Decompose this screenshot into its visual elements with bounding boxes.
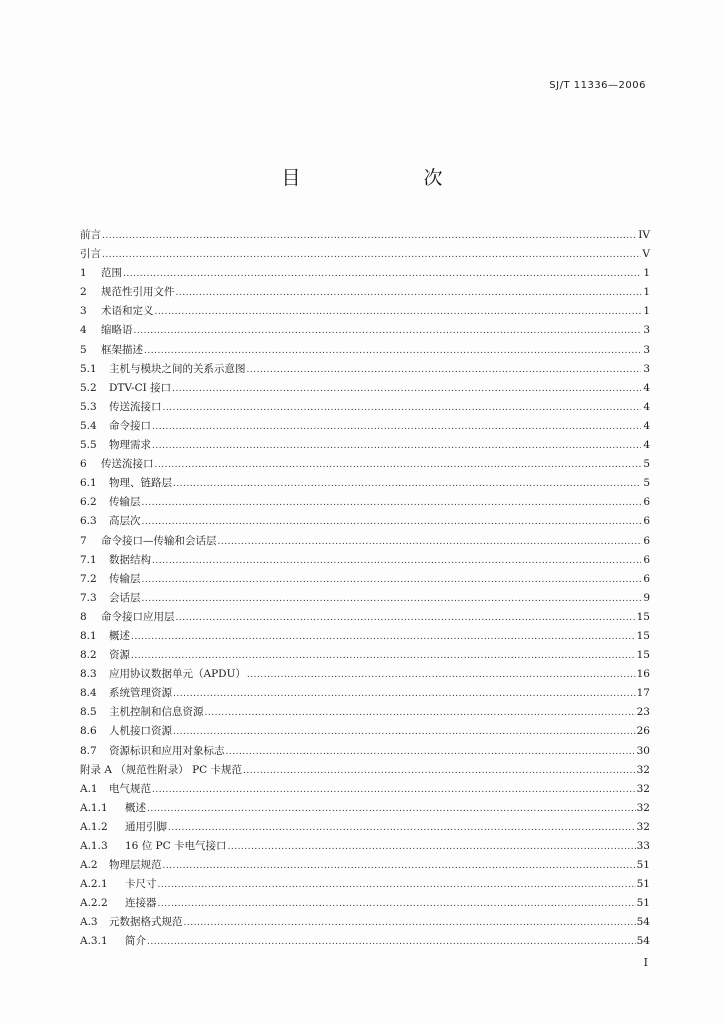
toc-entry-number: A.1.1 [80, 801, 108, 814]
toc-entry-title: 命令接口应用层 [101, 610, 175, 623]
toc-entry-title: 引言 [80, 248, 101, 261]
toc-entry-number: 7.3 [80, 591, 97, 604]
toc-entry[interactable] [80, 761, 650, 780]
toc-entry-title: DTV-CI 接口 [109, 381, 172, 394]
toc-entry[interactable] [80, 589, 650, 608]
toc-entry-title: 会话层 [109, 591, 141, 604]
toc-entry[interactable] [80, 341, 650, 360]
toc-dot-leader [152, 781, 636, 800]
toc-entry-number: 8 [80, 610, 87, 623]
toc-entry-page: 9 [643, 591, 650, 604]
toc-entry-page: 15 [636, 649, 650, 662]
toc-dot-leader [144, 342, 641, 361]
toc-dot-leader [168, 819, 636, 838]
toc-entry-number: 5.5 [80, 439, 97, 452]
toc-entry-page: 3 [643, 362, 650, 375]
toc-entry-page: 15 [636, 629, 650, 642]
toc-dot-leader [152, 437, 641, 456]
toc-entry-number: 8.2 [80, 649, 97, 662]
toc-entry-title: 16 位 PC 卡电气接口 [125, 840, 227, 852]
toc-dot-leader [147, 800, 636, 819]
toc-dot-leader [173, 723, 636, 742]
toc-entry-page: 1 [643, 267, 650, 280]
toc-entry-page: 4 [643, 381, 650, 394]
toc-entry[interactable] [80, 818, 650, 837]
toc-dot-leader [163, 857, 636, 876]
toc-entry[interactable] [80, 283, 650, 302]
toc-entry-number: 8.7 [80, 744, 97, 757]
toc-entry-number: 5.3 [80, 400, 97, 413]
toc-entry[interactable] [80, 302, 650, 321]
toc-entry-number: 6 [80, 458, 87, 471]
toc-entry[interactable] [80, 512, 650, 531]
toc-entry-title: 主机与模块之间的关系示意图 [109, 362, 246, 375]
toc-entry-title: 前言 [80, 229, 101, 241]
toc-entry-number: 6.2 [80, 496, 97, 509]
toc-entry-number: A.1 [80, 782, 98, 795]
toc-entry[interactable] [80, 646, 650, 665]
toc-dot-leader [152, 418, 641, 437]
toc-dot-leader [131, 647, 636, 666]
toc-entry[interactable] [80, 570, 650, 589]
toc-entry-number: A.1.2 [80, 820, 108, 833]
toc-entry-page: 1 [643, 286, 650, 299]
toc-entry-title: 高层次 [109, 515, 141, 528]
toc-entry-title: 传输层 [109, 572, 141, 585]
toc-dot-leader [158, 876, 636, 895]
toc-entry[interactable] [80, 684, 650, 703]
toc-entry[interactable] [80, 742, 650, 761]
toc-entry[interactable] [80, 398, 650, 417]
toc-entry-page: 4 [643, 439, 650, 452]
toc-dot-leader [142, 513, 642, 532]
toc-entry-title: 缩略语 [101, 324, 133, 337]
toc-entry-number: A.2.1 [80, 878, 108, 891]
toc-entry-title: 卡尺寸 [125, 878, 157, 891]
toc-dot-leader [152, 552, 641, 571]
toc-dot-leader [102, 246, 641, 265]
toc-dot-leader [131, 628, 636, 647]
toc-entry[interactable] [80, 455, 650, 474]
toc-entry-page: 32 [636, 820, 650, 833]
toc-entry-number: 3 [80, 305, 87, 318]
toc-entry-title: 附录 A （规范性附录） PC 卡规范 [80, 763, 243, 776]
toc-entry-page: 3 [643, 324, 650, 337]
toc-entry-page: 54 [636, 916, 650, 929]
toc-entry[interactable] [80, 321, 650, 340]
toc-entry-page: 4 [643, 419, 650, 432]
toc-entry-number: 8.5 [80, 706, 97, 719]
toc-entry-number: A.2.2 [80, 897, 108, 910]
toc-dot-leader [147, 933, 636, 952]
toc-entry[interactable] [80, 532, 650, 551]
toc-entry-page: 6 [643, 496, 650, 509]
toc-entry-title: 应用协议数据单元（APDU） [109, 668, 246, 681]
toc-dot-leader [176, 284, 642, 303]
toc-dot-leader [218, 533, 642, 552]
toc-entry[interactable] [80, 627, 650, 646]
toc-entry-page: V [642, 248, 650, 261]
toc-dot-leader [247, 666, 636, 685]
toc-dot-leader [243, 762, 636, 781]
toc-entry-page: 6 [643, 572, 650, 585]
toc-entry-page: 5 [643, 458, 650, 471]
toc-entry[interactable] [80, 264, 650, 283]
toc-entry-title: 数据结构 [109, 553, 151, 566]
toc-entry[interactable] [80, 665, 650, 684]
toc-entry[interactable] [80, 856, 650, 875]
toc-entry-title: 物理层规范 [109, 859, 162, 872]
toc-entry-title: 概述 [125, 801, 146, 814]
toc-entry[interactable] [80, 493, 650, 512]
toc-dot-leader [134, 322, 642, 341]
toc-dot-leader [155, 456, 642, 475]
toc-entry-title: 传送流接口 [101, 458, 154, 471]
toc-entry-title: 元数据格式规范 [109, 916, 183, 929]
toc-entry-page: 32 [636, 782, 650, 795]
toc-entry[interactable] [80, 913, 650, 932]
toc-entry-title: 规范性引用文件 [101, 286, 175, 299]
toc-dot-leader [173, 685, 636, 704]
toc-entry[interactable] [80, 875, 650, 894]
toc-entry-title: 物理需求 [109, 439, 151, 452]
toc-dot-leader [176, 609, 636, 628]
toc-entry-number: 2 [80, 286, 87, 299]
toc-entry-page: 54 [636, 935, 650, 948]
toc-dot-leader [226, 743, 636, 762]
toc-entry-page: 23 [636, 706, 650, 719]
toc-entry-number: 1 [80, 267, 87, 280]
toc-entry-page: 51 [636, 878, 650, 891]
toc-entry-page: 6 [643, 553, 650, 566]
toc-dot-leader [142, 571, 642, 590]
toc-entry-number: 8.6 [80, 725, 97, 738]
toc-entry[interactable] [80, 799, 650, 818]
toc-entry-number: 8.4 [80, 687, 97, 700]
toc-entry-title: 电气规范 [109, 782, 151, 795]
toc-entry-page: 5 [643, 477, 650, 490]
toc-entry-number: A.2 [80, 859, 98, 872]
toc-entry-number: 5 [80, 343, 87, 356]
toc-entry[interactable] [80, 894, 650, 913]
toc-entry-page: 33 [636, 840, 650, 852]
toc-entry[interactable] [80, 245, 650, 264]
toc-entry[interactable] [80, 474, 650, 493]
page-title: 目 次 [281, 167, 495, 189]
toc-dot-leader [142, 590, 642, 609]
toc-entry[interactable] [80, 226, 650, 245]
toc-entry-page: 32 [636, 801, 650, 814]
toc-entry-number: 6.1 [80, 477, 97, 490]
toc-entry-number: 7.1 [80, 553, 97, 566]
toc-entry-title: 命令接口 [109, 419, 151, 432]
toc-entry-title: 主机控制和信息资源 [109, 706, 204, 719]
toc-entry-number: 5.4 [80, 419, 97, 432]
toc-entry-title: 通用引脚 [125, 820, 167, 833]
toc-entry-page: 30 [636, 744, 650, 757]
toc-entry-title: 简介 [125, 935, 146, 948]
toc-entry-page: 15 [636, 610, 650, 623]
toc-dot-leader [184, 914, 636, 933]
toc-entry-page: 6 [643, 534, 650, 547]
toc-entry-number: 7.2 [80, 572, 97, 585]
document-code: SJ/T 11336—2006 [549, 80, 646, 91]
toc-entry-number: 6.3 [80, 515, 97, 528]
toc-entry[interactable] [80, 436, 650, 455]
toc-dot-leader [205, 704, 636, 723]
toc-entry[interactable] [80, 703, 650, 722]
toc-entry-title: 概述 [109, 629, 130, 642]
toc-entry-title: 命令接口—传输和会话层 [101, 534, 217, 547]
toc-entry[interactable] [80, 360, 650, 379]
toc-entry-page: 4 [643, 400, 650, 413]
toc-entry-page: 26 [636, 725, 650, 738]
page-number: I [643, 956, 648, 969]
toc-dot-leader [227, 838, 635, 857]
toc-entry-title: 传送流接口 [109, 400, 162, 413]
toc-dot-leader [123, 265, 641, 284]
toc-entry-number: 5.1 [80, 362, 97, 375]
toc-entry-page: 3 [643, 343, 650, 356]
toc-entry-number: 8.3 [80, 668, 97, 681]
toc-entry-page: 16 [636, 668, 650, 681]
toc-dot-leader [158, 895, 636, 914]
toc-entry-title: 范围 [101, 267, 122, 280]
toc-entry-title: 人机接口资源 [109, 725, 172, 738]
toc-dot-leader [247, 361, 642, 380]
toc-entry-page: 32 [636, 763, 650, 776]
toc-entry[interactable] [80, 551, 650, 570]
toc-entry-title: 资源标识和应用对象标志 [109, 744, 225, 757]
toc-entry-number: 7 [80, 534, 87, 547]
toc-dot-leader [102, 227, 637, 246]
toc-entry-title: 传输层 [109, 496, 141, 509]
toc-entry-page: 17 [636, 687, 650, 700]
toc-entry[interactable] [80, 932, 650, 951]
toc-entry-page: 51 [636, 897, 650, 910]
toc-entry-number: 8.1 [80, 629, 97, 642]
toc-dot-leader [173, 475, 641, 494]
toc-entry[interactable] [80, 417, 650, 436]
toc-entry[interactable] [80, 379, 650, 398]
toc-dot-leader [155, 303, 642, 322]
toc-dot-leader [172, 380, 641, 399]
toc-entry-number: A.3.1 [80, 935, 108, 948]
table-of-contents [80, 226, 650, 952]
toc-entry-title: 资源 [109, 649, 130, 662]
toc-entry-page: IV [638, 229, 650, 241]
toc-dot-leader [142, 494, 642, 513]
toc-entry-title: 物理、链路层 [109, 477, 172, 490]
toc-entry-page: 6 [643, 515, 650, 528]
toc-entry-number: 5.2 [80, 381, 97, 394]
toc-entry-title: 系统管理资源 [109, 687, 172, 700]
toc-entry-page: 51 [636, 859, 650, 872]
toc-entry[interactable] [80, 722, 650, 741]
toc-entry-page: 1 [643, 305, 650, 318]
toc-entry[interactable] [80, 608, 650, 627]
toc-dot-leader [163, 399, 642, 418]
toc-entry-title: 连接器 [125, 897, 157, 910]
toc-entry-title: 术语和定义 [101, 305, 154, 318]
toc-entry-number: A.3 [80, 916, 98, 929]
toc-entry[interactable] [80, 780, 650, 799]
toc-entry-number: A.1.3 [80, 840, 108, 852]
toc-entry-number: 4 [80, 324, 87, 337]
toc-entry-title: 框架描述 [101, 343, 143, 356]
toc-entry[interactable] [80, 837, 650, 856]
